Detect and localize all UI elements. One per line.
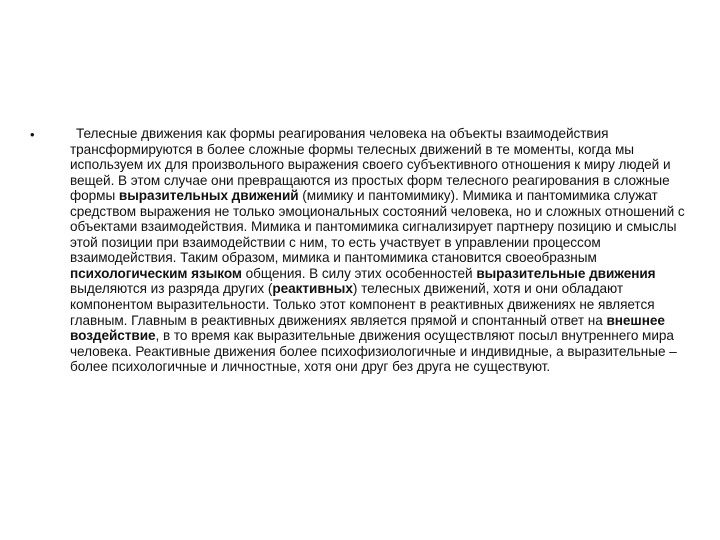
bold-term: выразительные движения [476, 265, 656, 281]
text-segment: (мимику и пантомимику). Мимика и пантомимика служат средством выражения не только эмоциональных состояний человека, но и сложных отношений с объектами взаимодействия. Мимика и пантомимика сигнализирует партнеру позицию и смыслы этой позиции при взаимодействии с ним, то есть участвует в управлении процессом взаимодействия. Таким образом, мимика и пантомимика становится своеобразным [70, 188, 685, 266]
bold-term: внешнее воздействие [70, 312, 665, 344]
bold-term: психологическим языком [70, 265, 242, 281]
bold-term: реактивных [272, 281, 353, 297]
text-segment: , в то время как выразительные движения осуществляют посыл внутреннего мира человека. Реактивные движения более психофизиологичные и индивидные, а выразительные – более психологичные и личностные, хотя они друг без друга не существуют. [70, 328, 677, 375]
bold-term: выразительных движений [118, 188, 299, 204]
body-paragraph [70, 126, 690, 375]
text-segment: Телесные движения как формы реагирования человека на объекты взаимодействия трансформируются в более сложные формы телесных движений в те моменты, когда мы используем их для произвольного выражения своего субъективного отношения к миру людей и вещей. В этом случае они превращаются из простых форм телесного реагирования в сложные формы [70, 126, 671, 204]
bullet-marker: • [30, 127, 35, 142]
text-segment: выделяются из разряда других ( [70, 281, 273, 297]
text-segment: ) телесных движений, хотя и они обладают компонентом выразительности. Только этот компонент в реактивных движениях не является главным. Главным в реактивных движениях является прямой и спонтанный ответ на [70, 281, 655, 328]
text-segment: общения. В силу этих особенностей [241, 265, 477, 281]
bullet-item [30, 126, 690, 375]
